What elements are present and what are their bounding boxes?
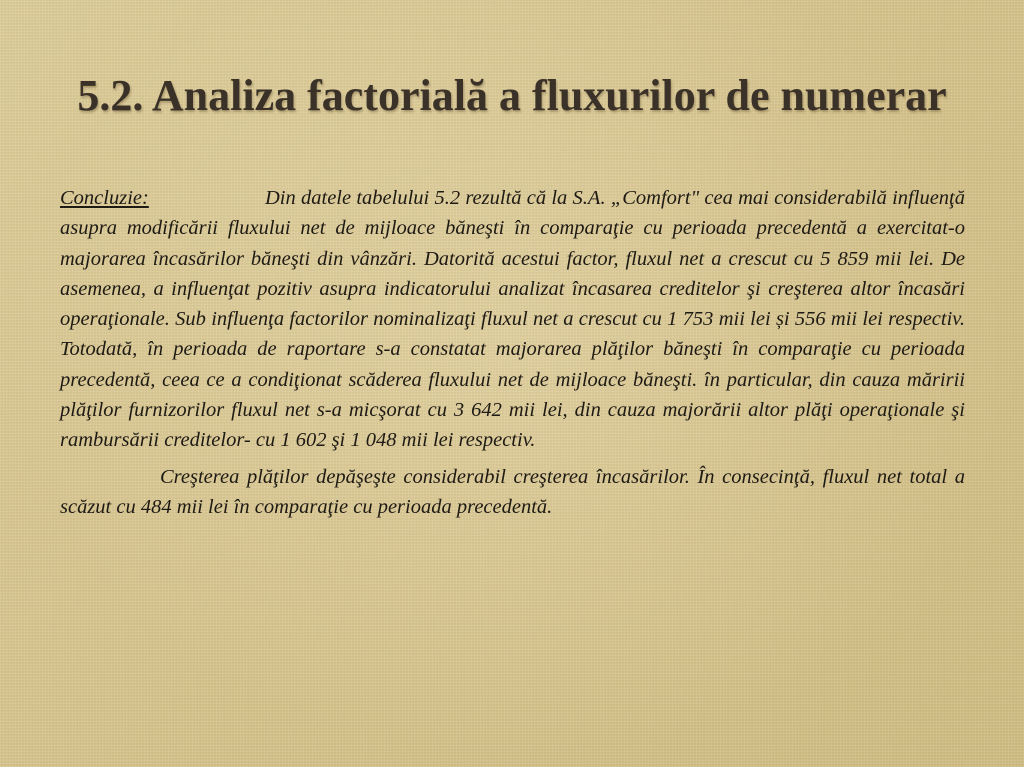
summary-paragraph: Creşterea plăţilor depăşeşte considerabil creşterea încasărilor. În consecinţă, fluxul net total a scăzut cu 484 mii lei în comparaţie cu perioada precedentă. (60, 465, 965, 518)
slide-body (60, 183, 965, 522)
slide-title: 5.2. Analiza factorială a fluxurilor de numerar (77, 71, 947, 120)
conclusion-text: Din datele tabelului 5.2 rezultă că la S.A. „Comfort" cea mai considerabilă influenţă asupra modificării fluxului net de mijloace băneşti în comparaţie cu perioada precedentă a exercitat-o majorarea încasărilor băneşti din vânzări. Datorită acestui factor, fluxul net a crescut cu 5 859 mii lei. De asemenea, a influenţat pozitiv asupra indicatorului analizat încasarea creditelor şi creşterea altor încasări operaţionale. Sub influenţa factorilor nominalizaţi fluxul net a crescut cu 1 753 mii lei și 556 mii lei respectiv. Totodată, în perioada de raportare s-a constatat majorarea plăţilor băneşti în comparaţie cu perioada precedentă, ceea ce a condiţionat scăderea fluxului net de mijloace băneşti. în particular, din cauza măririi plăţilor furnizorilor fluxul net s-a micşorat cu 3 642 mii lei, din cauza majorării altor plăţi operaţionale şi rambursării creditelor- cu 1 602 şi 1 048 mii lei respectiv. (60, 187, 965, 452)
conclusion-label: Concluzie: (60, 187, 149, 209)
conclusion-paragraph (60, 183, 965, 456)
